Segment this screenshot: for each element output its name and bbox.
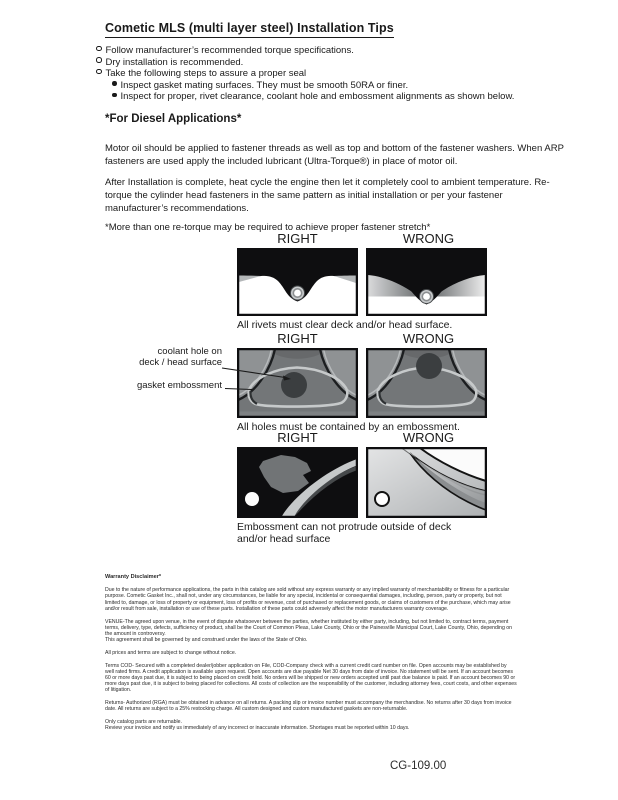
coolant-hole-label-line2: deck / head surface [139,356,222,368]
wrong-label: WRONG [402,231,455,246]
tip-text: Dry installation is recommended. [105,56,244,68]
diagram-labels [237,331,489,346]
right-label: RIGHT [277,331,318,346]
list-item [96,68,586,80]
filled-bullet-icon [112,81,117,86]
diesel-heading: *For Diesel Applications* [105,113,242,125]
gasket-embossment-label: gasket embossment [136,380,222,391]
tip-text: Take the following steps to assure a proper seal [105,68,307,80]
open-bullet-icon [96,57,102,63]
warranty-paragraph: Due to the nature of performance applications, the parts in this catalog are sold without any express warranty or any implied warranty of merchantability or fitness for a particular purpose. Cometic Gasket Inc., shall not, under any circumstances, be liable for any special, incidental or consequential damages, including, person, party or property, but not limited to, damage, or loss of property or equipment, loss of profits or revenue, cost of purchased or replacement goods, or claims of customers of the purchase, which may arise and/or result from sale, installation or use of these parts. Installation of these parts could adversely affect the motor manufacturers warranty coverage. [105,587,511,612]
list-item [96,45,586,57]
coolant-hole-label-line1: coolant hole on [157,346,222,357]
wrong-label: WRONG [402,430,455,445]
diesel-paragraph-1: Motor oil should be applied to fastener threads as well as top and bottom of the fastener washers. When ARP fasteners are used apply the included lubricant (Ultra-Torque®) in place of motor oil. [105,142,564,167]
warranty-disclaimer-heading: Warranty Disclaimer* [105,574,162,580]
diagram-panels [237,248,489,316]
terms-paragraph: Terms COD- Secured with a completed dealer/jobber application on File, COD-Company check with a current credit card number on file. Open accounts may be established by well rated firms. A credit application is available upon request. Open accounts are due payable Net 30 days from date of invoice. No statement will be sent. If an account becomes 60 or more days past due, it is subject to being placed on credit hold. No orders will be shipped or new orders accepted until past due balance is paid. If an account becomes 90 or more days past due, it is subject to being placed for collections. All costs of collection are the responsibility of the customer, including attorney fees, court costs, and other expenses of litigation. [105,662,517,694]
diagram-panels [237,447,489,518]
rivet-caption: All rivets must clear deck and/or head surface. [237,319,453,331]
embossment-right-panel-image [237,447,358,518]
page-title: Cometic MLS (multi layer steel) Installation Tips [105,21,394,38]
returns-paragraph: Returns- Authorized (RGA) must be obtained in advance on all returns. A packing slip or invoice number must accompany the merchandise. No returns after 30 days from invoice date. All returns are subject to a 25% restocking charge. All custom designed and custom manufactured gaskets are non-returnable. [105,700,512,713]
holes-wrong-panel-image [366,348,487,418]
diagram-labels [237,231,489,246]
callout-leader-lines [105,345,300,400]
venue-paragraph: VENUE-The agreed upon venue, in the event of dispute whatsoever between the parties, whether instituted by either party, including, but not limited to, contract terms, payment terms, delivery, type, defects, sufficiency of product, shall be the Court of Common Pleas, Lake County, Ohio or the Painesville Municipal Court, Lake County, Ohio, depending on the amount in controversy. [105,618,513,637]
open-bullet-icon [96,69,102,75]
prices-paragraph: All prices and terms are subject to change without notice. [105,649,237,656]
diagram-labels [237,430,489,445]
list-item [112,80,586,92]
embossment-wrong-panel-image [366,447,487,518]
retorque-note: *More than one re-torque may be required to achieve proper fastener stretch* [105,221,431,233]
embossment-caption-line1: Embossment can not protrude outside of deck [237,521,452,533]
tip-text: Inspect gasket mating surfaces. They must be smooth 50RA or finer. [120,79,409,91]
page-number: CG-109.00 [390,760,447,772]
governed-paragraph: This agreement shall be governed by and construed under the laws of the State of Ohio. [105,637,308,644]
open-bullet-icon [96,46,102,52]
rivet-wrong-panel-image [366,248,487,316]
wrong-label: WRONG [402,331,455,346]
installation-tips-list [96,45,586,103]
right-label: RIGHT [277,231,318,246]
rivet-diagram [237,231,489,331]
tip-text: Follow manufacturer’s recommended torque specifications. [105,45,354,56]
catalog-paragraph: Only catalog parts are returnable. [105,718,182,725]
embossment-caption [237,521,489,545]
tip-text: Inspect for proper, rivet clearance, coolant hole and embossment alignments as shown below. [120,91,515,103]
embossment-caption-line2: and/or head surface [237,533,331,545]
diesel-paragraph-2: After Installation is complete, heat cycle the engine then let it completely cool to ambient temperature. Re-torque the cylinder head fasteners in the same pattern as initial installation or per your fastener manufacturer’s recommendations. [105,176,550,214]
legal-section [105,574,517,731]
holes-caption: All holes must be contained by an embossment. [237,421,460,433]
rivet-right-panel-image [237,248,358,316]
review-paragraph: Review your invoice and notify us immediately of any incorrect or inaccurate information. Shortages must be reported within 10 days. [105,725,410,732]
filled-bullet-icon [112,93,117,98]
list-item [112,91,586,103]
embossment-diagram [237,430,489,545]
right-label: RIGHT [277,430,318,445]
list-item [96,57,586,69]
